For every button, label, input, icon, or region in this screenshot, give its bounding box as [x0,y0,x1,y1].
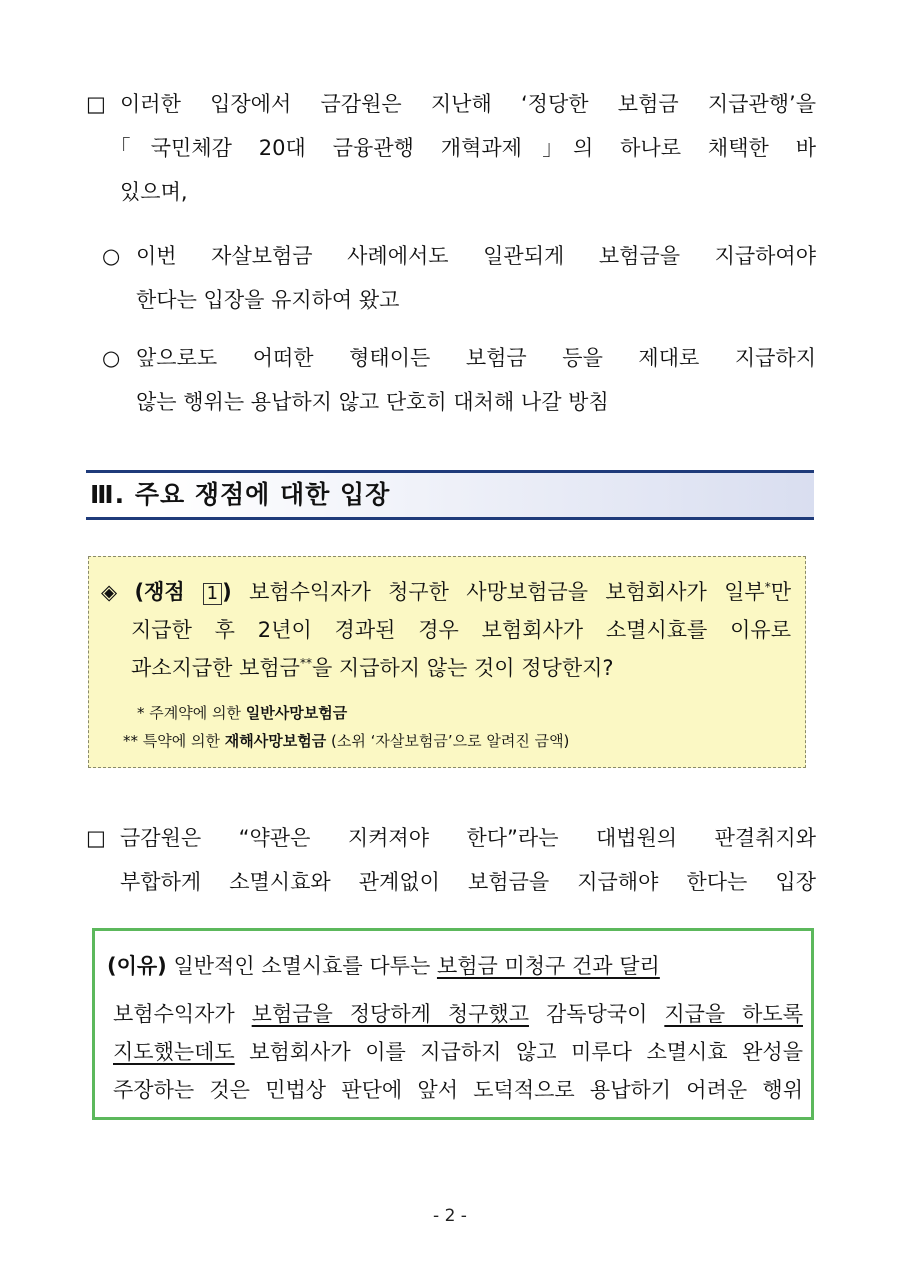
reason-label: (이유) [107,954,167,978]
square-bullet: □ [86,92,106,116]
text-line: 이러한 입장에서 금감원은 지난해 ‘정당한 보험금 지급관행’을 [120,92,816,116]
footnote-2-term: 재해사망보험금 [224,732,327,750]
reason-text: 감독당국이 [545,1002,648,1026]
reason-body [113,995,803,1109]
reason-box [92,928,814,1120]
reason-text: 보험수익자가 [113,1002,235,1026]
text-line: ｢국민체감 20대 금융관행 개혁과제｣의 하나로 채택한 바 [120,136,816,160]
footnote-1-term: 일반사망보험금 [245,704,348,722]
reason-underlined: 지급을 하도록 [664,1002,803,1026]
reason-heading-text: 일반적인 소멸시효를 다투는 [173,954,431,978]
reason-heading [107,949,783,983]
square-bullet: □ [86,826,106,850]
issue-line2: 지급한 후 2년이 경과된 경우 보험회사가 소멸시효를 이유로 [131,618,791,642]
issue-question [101,573,791,687]
footnote-2-suffix: (소위 ‘자살보험금’으로 알려진 금액) [331,732,570,750]
circle-bullet: ○ [102,346,121,370]
text-line [101,573,791,611]
text-line: 한다는 입장을 유지하여 왔고 [136,288,400,312]
issue-label: (쟁점 [134,580,185,604]
footnote-1-prefix: * 주계약에 의한 [137,704,241,722]
issue-footnotes [123,699,569,755]
text-line [113,1033,803,1071]
circle-bullet: ○ [102,244,121,268]
text-line: 않는 행위는 용납하지 않고 단호히 대처해 나갈 방침 [136,390,609,414]
reason-underlined: 지도했는데도 [113,1040,235,1064]
footnote-2-prefix: ** 특약에 의한 [123,732,220,750]
text-line: 부합하게 소멸시효와 관계없이 보험금을 지급해야 한다는 입장 [120,870,816,894]
issue-line3a: 과소지급한 보험금 [131,656,300,680]
issue-label-close: ) [222,580,232,604]
issue-box [88,556,806,768]
issue-line1: 보험수익자가 청구한 사망보험금을 보험회사가 일부 [249,580,765,604]
reason-heading-underlined: 보험금 미청구 건과 달리 [436,954,660,978]
section-title: Ⅲ. 주요 쟁점에 대한 입장 [90,480,391,509]
paragraph-fss-position [86,816,816,904]
footnote-2 [123,727,569,755]
reason-underlined: 보험금을 정당하게 청구했고 [251,1002,529,1026]
text-line [113,995,803,1033]
issue-line3b: 을 지급하지 않는 것이 정당한지? [311,656,614,680]
diamond-icon: ◈ [101,580,118,604]
text-line: 금감원은 “약관은 지켜져야 한다”라는 대법원의 판결취지와 [120,826,816,850]
footnote-mark: ** [299,656,312,670]
footnote-mark: * [764,580,771,594]
text-line: 앞으로도 어떠한 형태이든 보험금 등을 제대로 지급하지 [136,346,816,370]
bullet-item-future-policy [100,336,816,424]
text-line [101,649,791,687]
footnote-1 [123,699,569,727]
issue-line1-end: 만 [770,580,791,604]
bullet-item-consistent-payment [100,234,816,322]
text-line: 이번 자살보험금 사례에서도 일관되게 보험금을 지급하여야 [136,244,816,268]
text-line: 주장하는 것은 민법상 판단에 앞서 도덕적으로 용납하기 어려운 행위 [113,1078,803,1102]
text-line: 있으며, [120,180,188,204]
reason-text: 보험회사가 이를 지급하지 않고 미루다 소멸시효 완성을 [249,1040,803,1064]
page-number: - 2 - [433,1206,467,1226]
paragraph-policy-intro [86,82,816,214]
issue-number: 1 [203,583,222,605]
section-header [86,470,814,520]
